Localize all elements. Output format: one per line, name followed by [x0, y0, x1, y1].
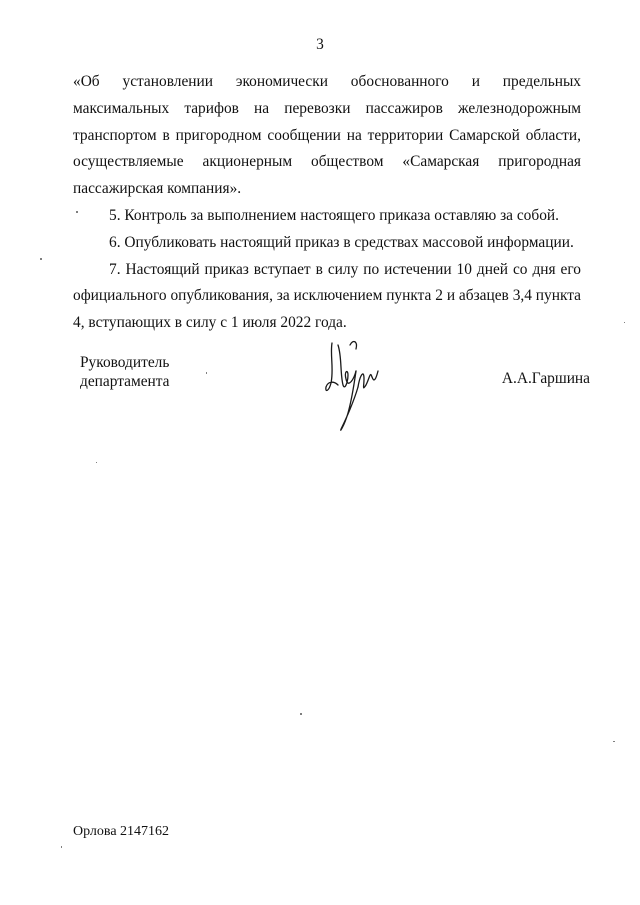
scan-speck — [76, 211, 78, 213]
paragraph-item-5: 5. Контроль за выполнением настоящего приказа оставляю за собой. — [109, 206, 559, 224]
handwritten-signature — [320, 335, 390, 440]
scan-speck — [300, 713, 302, 715]
paragraph-continuation: «Об установлении экономически обоснованного и предельных максимальных тарифов на перевозки пассажиров железнодорожным транспортом в пригородном сообщении на территории Самарской области, осуществляемые акционерным обществом «Самарская пригородная пассажирская компания». — [73, 73, 581, 198]
paragraph-item-6: 6. Опубликовать настоящий приказ в средствах массовой информации. — [109, 233, 574, 251]
paragraph-item-7: 7. Настоящий приказ вступает в силу по истечении 10 дней со дня его официального опубликования, за исключением пункта 2 и абзацев 3,4 пункта 4, вступающих в силу с 1 июля 2022 года. — [73, 260, 581, 332]
scan-speck — [624, 322, 625, 323]
document-body — [73, 69, 581, 337]
scan-speck — [61, 846, 62, 848]
executor-footer: Орлова 2147162 — [73, 824, 170, 839]
signer-title — [80, 353, 170, 391]
scan-speck — [206, 372, 207, 374]
signer-name: А.А.Гаршина — [501, 370, 590, 387]
signature-block — [80, 353, 590, 433]
scan-speck — [96, 462, 97, 463]
scan-speck — [613, 741, 615, 742]
scan-speck — [40, 258, 42, 260]
signer-title-line1: Руководитель — [80, 354, 170, 371]
signer-title-line2: департамента — [80, 373, 170, 390]
page-number: 3 — [316, 36, 324, 53]
